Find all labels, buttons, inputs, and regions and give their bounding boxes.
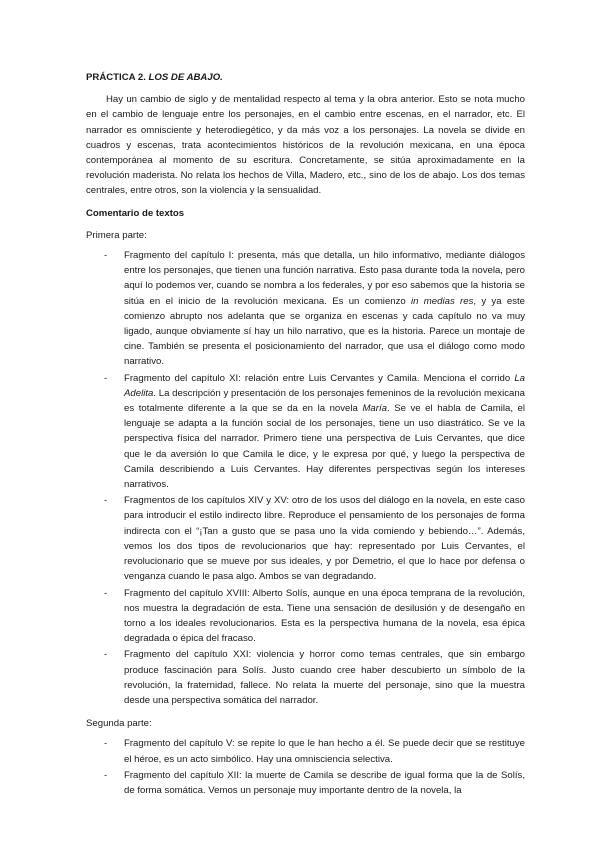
list-item: [86, 371, 525, 493]
item-text: Fragmento del capítulo XII: la muerte de Camila se describe de igual forma que la de Solís, de forma somática. Vemos un personaje muy importante dentro de la novela, la: [124, 769, 525, 796]
section-heading: Comentario de textos: [86, 207, 185, 219]
item-text: Fragmento del capítulo XVIII: Alberto Solís, aunque en una época temprana de la revolución, nos muestra la degradación de esta. Tiene una sensación de desilusión y de desengaño en torno a los ideales revolucionarios. Esta es la perspectiva humana de la novela, esa épica degradada o épica del fracaso.: [124, 587, 525, 645]
list-dash: -: [104, 495, 108, 507]
list-dash: -: [104, 250, 108, 262]
list-item: [86, 493, 525, 584]
part1-label: Primera parte:: [86, 229, 147, 241]
part2-list: [86, 736, 525, 798]
list-dash: -: [104, 587, 108, 599]
item-text: Fragmento del capítulo I: presenta, más que detalla, un hilo informativo, mediante diálogos entre los personajes, que tienen una función narrativa. Esto pasa durante toda la novela, pero aquí lo podemos ver, cuando se nombra a los federales, y por eso sabemos que la historia se sitúa en el inicio de la revolución mexicana. Es un comienzo: [124, 250, 525, 307]
intro-paragraph: Hay un cambio de siglo y de mentalidad respecto al tema y la obra anterior. Esto se nota mucho en el cambio de lenguaje entre los personajes, en el cambio entre escenas, en el narrador, etc. El narrador es omnisciente y heterodiegético, y da más voz a los personajes. La novela se divide en cuadros y escenas, trata acontecimientos históricos de la revolución mexicana, en una época contemporánea al momento de su escritura. Concretamente, se sitúa aproximadamente en la revolución maderista. No relata los hechos de Villa, Madero, etc., sino de los de abajo. Los dos temas centrales, entre otros, son la violencia y la sensualidad.: [86, 94, 525, 197]
title-prefix: PRÁCTICA 2.: [86, 72, 149, 83]
part1-list: [86, 248, 525, 708]
list-item: [86, 248, 525, 370]
list-item: [86, 736, 525, 766]
item-italic: María: [362, 403, 387, 415]
item-text: Fragmento del capítulo V: se repite lo que le han hecho a él. Se puede decir que se restituye el héroe, es un acto simbólico. Hay una omnisciencia selectiva.: [124, 738, 525, 765]
item-text: , y ya este comienzo abrupto nos adelanta que se organiza en escenas y cada capítulo no va muy ligado, aunque obviamente sí hay un hilo narrativo, que es la historia. Parece un montaje de cine. También se presenta el posicionamiento del narrador, que usa el diálogo como modo narrativo.: [124, 295, 525, 368]
list-dash: -: [104, 649, 108, 661]
item-text: . La descripción y presentación de los personajes femeninos de la revolución mexicana es totalmente diferente a la que se da en la novela: [124, 387, 525, 415]
item-italic: La Adelita: [124, 372, 525, 399]
list-dash: -: [104, 372, 108, 384]
item-text: Fragmentos de los capítulos XIV y XV: otro de los usos del diálogo en la novela, en este caso para introducir el estilo indirecto libre. Reproduce el pensamiento de los personajes de forma indirecta con el “¡Tan a gusto que se pasa uno la vida comiendo y bebiendo…”. Además, vemos los dos tipos de revolucionarios que hay: representado por Luis Cervantes, el revolucionario que se mueve por sus ideales, y por Demetrio, el que lo hace por defensa o venganza cuando le pasa algo. Ambos se van degradando.: [124, 495, 525, 583]
list-item: [86, 647, 525, 708]
list-item: [86, 768, 525, 798]
part2-label: Segunda parte:: [86, 718, 152, 730]
item-text: Fragmento del capítulo XI: relación entre Luis Cervantes y Camila. Menciona el corrido: [124, 372, 515, 384]
list-item: [86, 586, 525, 647]
item-italic: in medias res: [411, 295, 474, 307]
list-dash: -: [104, 738, 108, 750]
page-title: [86, 70, 525, 85]
title-work: LOS DE ABAJO.: [148, 72, 223, 83]
item-text: . Se ve el habla de Camila, el lenguaje se adapta a la función social de los personajes, tiene un uso diastrático. Se ve la perspectiva física del narrador. Primero tiene una perspectiva de Luis Cervantes, que dice que le da aversión lo que Camila le dice, y le expresa por qué, y luego la perspectiva de Camila describiendo a Luis Cervantes. Hay diferentes perspectivas según los intereses narrativos.: [124, 403, 526, 491]
item-text: Fragmento del capítulo XXI: violencia y horror como temas centrales, que sin embargo produce fascinación para Solís. Justo cuando cree haber descubierto un símbolo de la revolución, la fraternidad, fallece. No relata la muerte del personaje, sino que la muestra desde una perspectiva somática del narrador.: [124, 649, 525, 706]
list-dash: -: [104, 769, 108, 781]
